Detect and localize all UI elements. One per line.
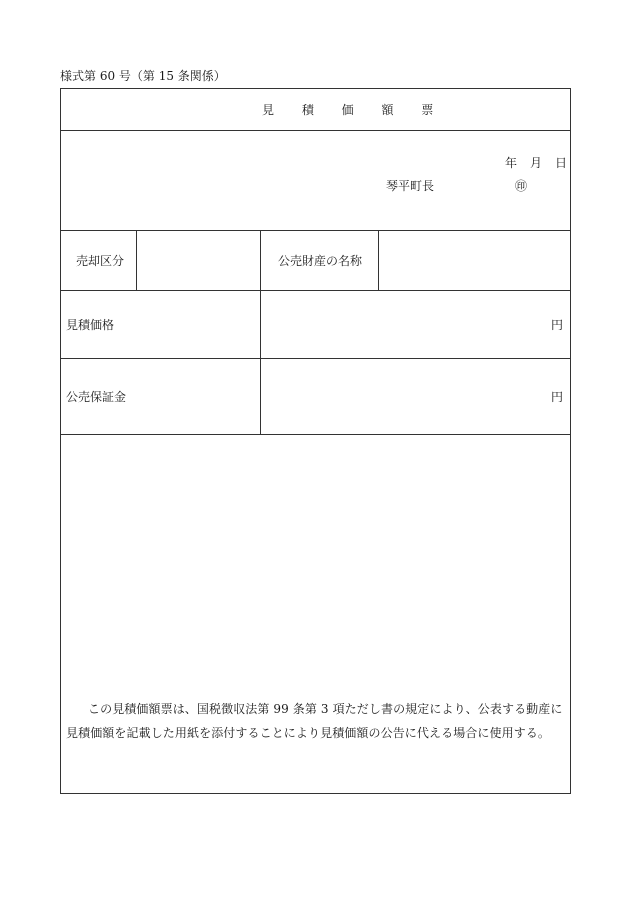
usage-note: この見積価額票は、国税徴収法第 99 条第 3 項ただし書の規定により、公表する動産に見積価額を記載した用紙を添付することにより見積価額の公告に代える場合に使用する。 <box>66 702 563 740</box>
divider <box>60 130 570 131</box>
estimated-price-label: 見積価格 <box>66 318 115 332</box>
form-title: 見 積 価 額 票 <box>262 103 446 117</box>
deposit-label: 公売保証金 <box>66 390 127 404</box>
date-month: 月 <box>530 156 543 170</box>
deposit-unit: 円 <box>551 390 564 404</box>
date-day: 日 <box>555 156 568 170</box>
divider <box>60 290 570 291</box>
divider <box>136 230 137 290</box>
form-frame <box>60 88 571 794</box>
sale-category-label: 売却区分 <box>76 254 125 268</box>
date-year: 年 <box>505 156 518 170</box>
deposit-field[interactable] <box>262 360 568 432</box>
divider <box>60 434 570 435</box>
estimated-price-unit: 円 <box>551 318 564 332</box>
property-name-label: 公売財産の名称 <box>278 254 363 268</box>
divider <box>378 230 379 290</box>
issuer-name: 琴平町長 <box>386 179 435 193</box>
estimated-price-field[interactable] <box>262 292 568 356</box>
divider <box>260 290 261 434</box>
seal-icon: ㊞ <box>515 179 528 193</box>
divider <box>60 358 570 359</box>
form-number: 様式第 60 号（第 15 条関係） <box>60 69 226 83</box>
divider <box>260 230 261 290</box>
